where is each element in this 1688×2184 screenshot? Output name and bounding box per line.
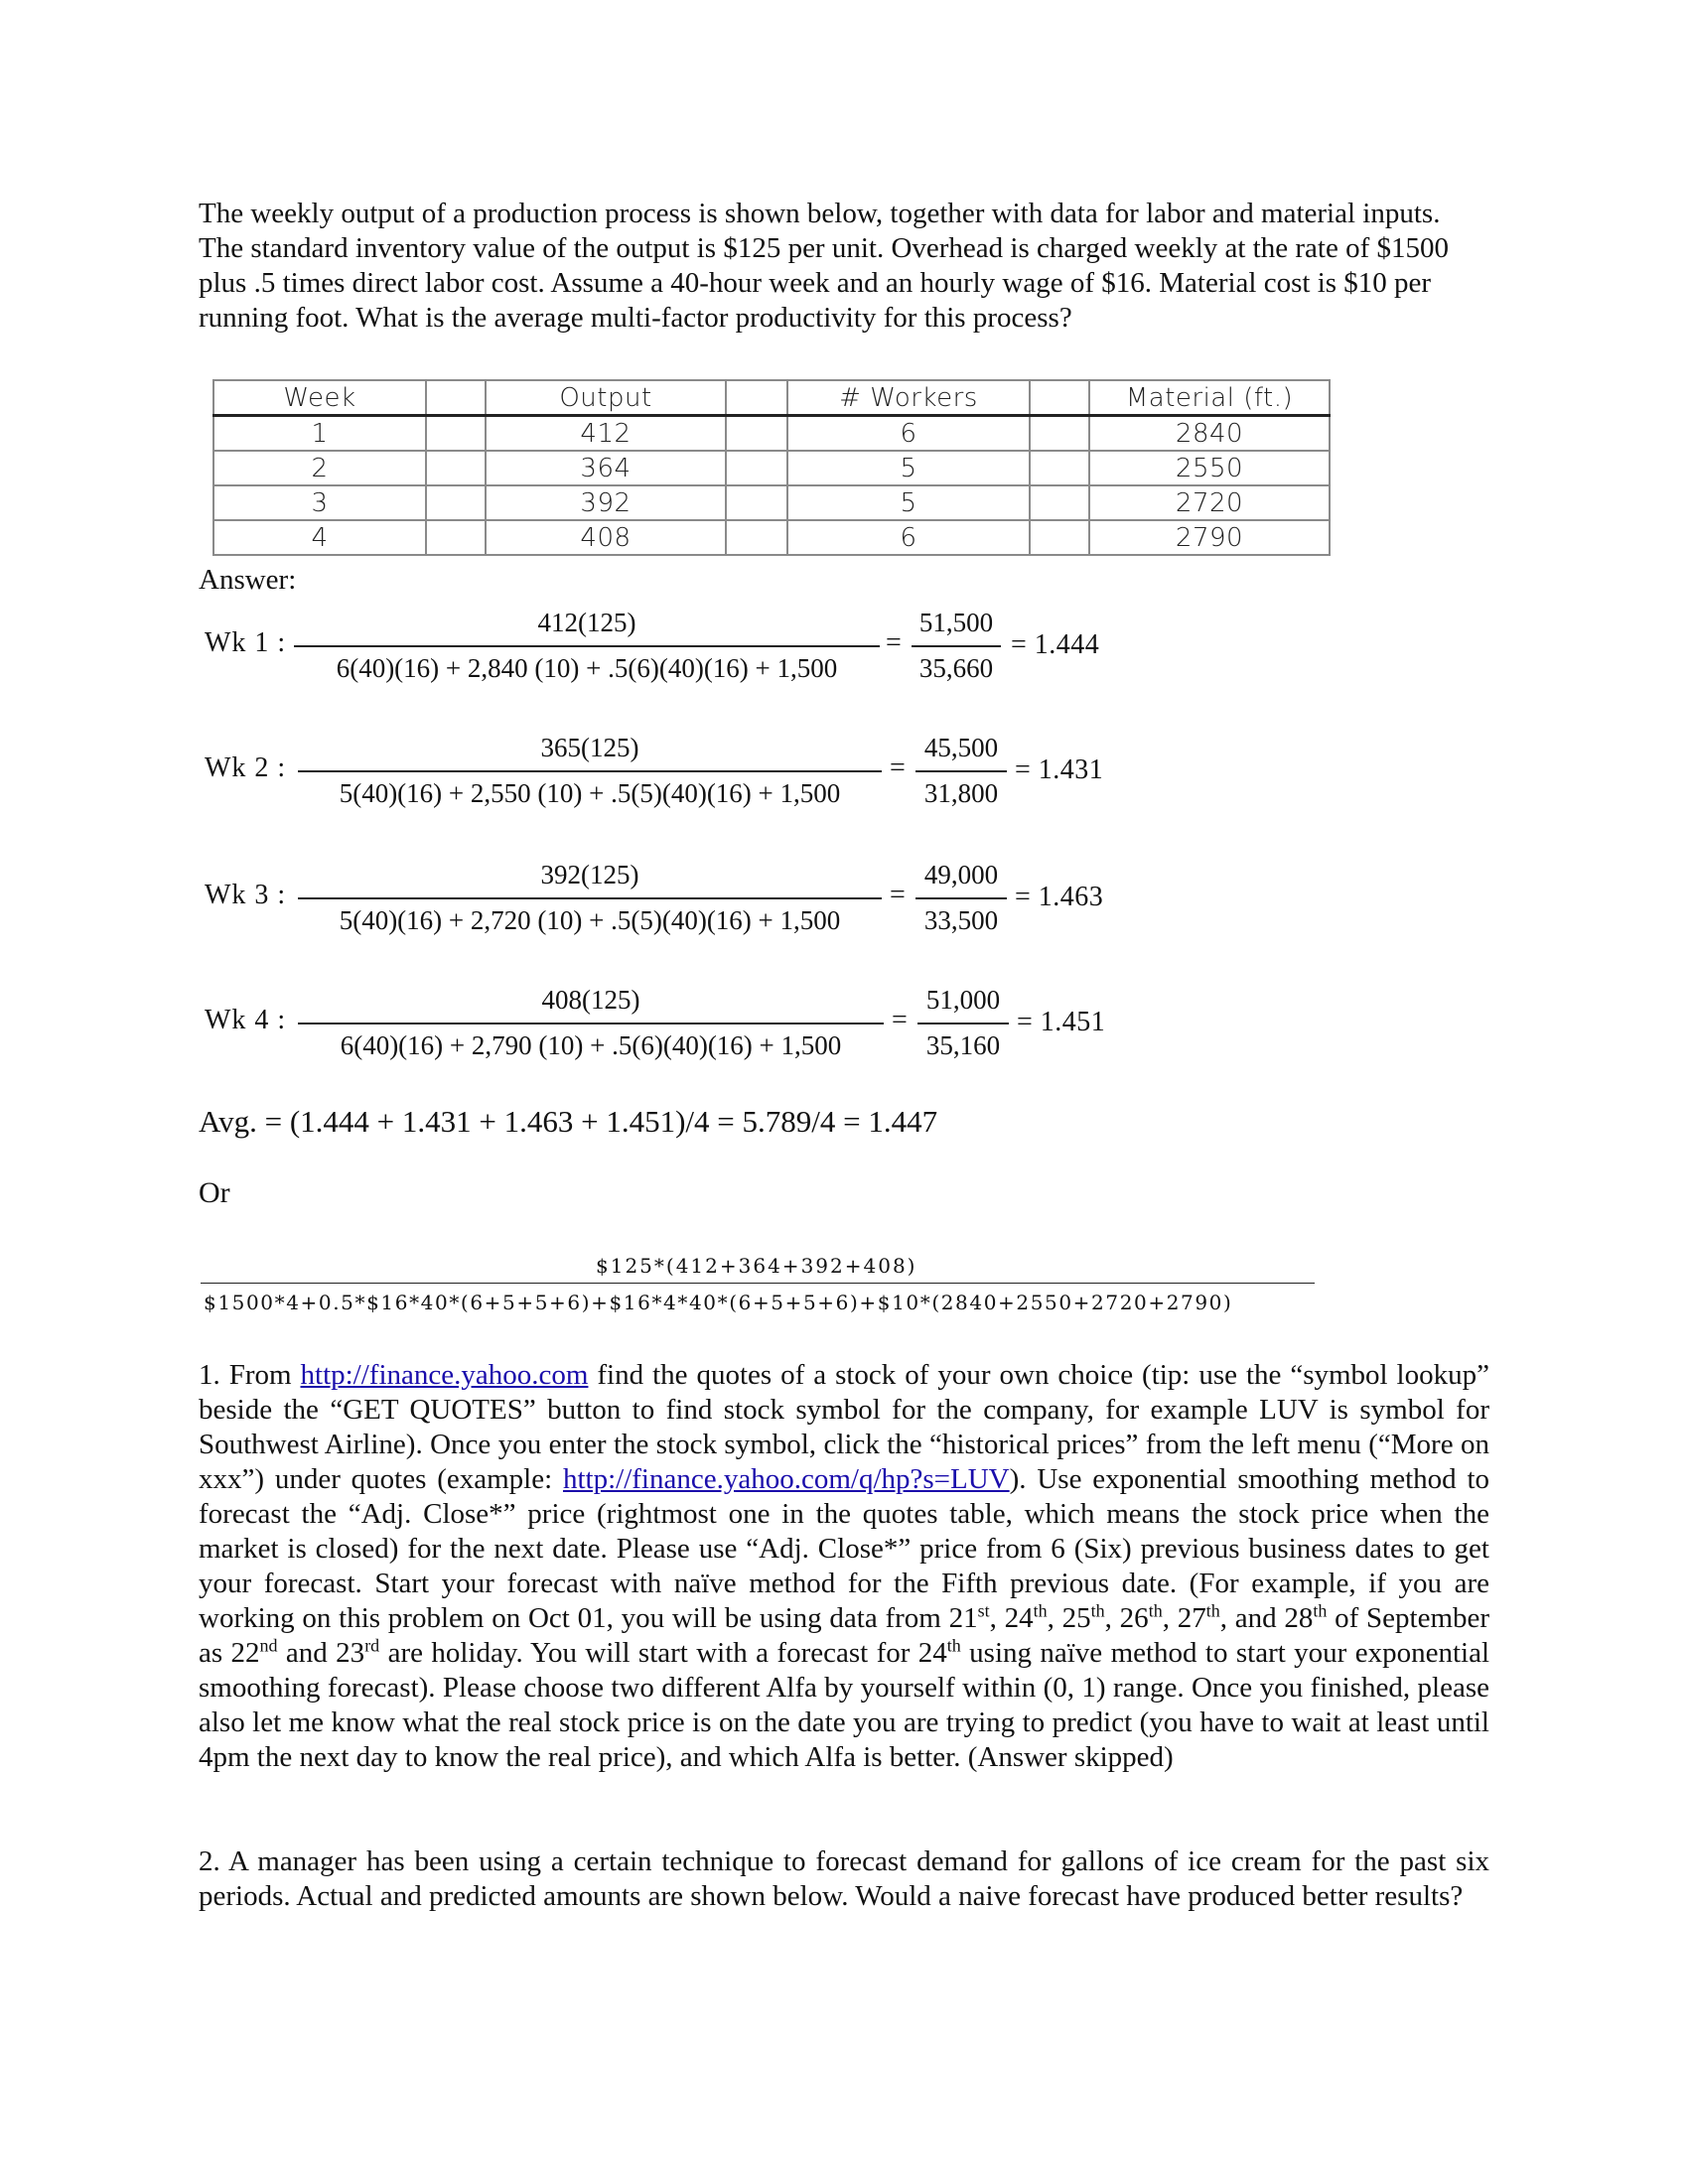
fraction-bar (912, 645, 1001, 647)
cell-output: 412 (486, 416, 726, 452)
fraction-denominator: 5(40)(16) + 2,550 (10) + .5(5)(40)(16) + 1,500 (339, 778, 841, 808)
production-data-table (212, 379, 1331, 556)
cell-material: 2550 (1089, 451, 1330, 485)
fraction-denominator: 6(40)(16) + 2,840 (10) + .5(6)(40)(16) + 1,500 (336, 653, 838, 683)
fraction-numerator: 392(125) (540, 860, 639, 889)
value-denominator: 31,800 (923, 778, 999, 808)
header-material: Material (ft.) (1089, 380, 1330, 416)
fraction-bar (294, 645, 880, 647)
cell-material: 2720 (1089, 485, 1330, 520)
table-header-row (213, 380, 1330, 416)
cell-week: 3 (213, 485, 426, 520)
table-row (213, 451, 1330, 485)
fraction-bar (298, 1023, 884, 1024)
header-output: Output (486, 380, 726, 416)
question-1: 1. From http://finance.yahoo.com find the quotes of a stock of your own choice (tip: use the “symbol lookup” beside the “GET QUOTES” button to find stock symbol for the company, for example LUV is symbol for Southwest Airline). Once you enter the stock symbol, click the “historical prices” from the left menu (“More on xxx”) under quotes (example: http://finance.yahoo.com/q/hp?s=LUV). Use exponential smoothing method to forecast the “Adj. Close*” price (rightmost one in the quotes table, which means the stock price when the market is closed) for the next date. Please use “Adj. Close*” price from 6 (Six) previous business dates to get your forecast. Start your forecast with naïve method for the Fifth previous date. (For example, if you are working on this problem on Oct 01, you will be using data from 21st, 24th, 25th, 26th, 27th, and 28th of September as 22nd and 23rd are holiday. You will start with a forecast for 24th using naïve method to start your exponential smoothing forecast). Please choose two different Alfa by yourself within (0, 1) range. Once you finished, please also let me know what the real stock price is on the date you are trying to predict (you have to wait at least until 4pm the next day to know the real price), and which Alfa is better. (Answer skipped) (199, 1359, 1490, 1773)
fraction-bar (915, 770, 1007, 772)
cell-week: 2 (213, 451, 426, 485)
cell-material: 2790 (1089, 520, 1330, 555)
cell-workers: 5 (787, 485, 1030, 520)
question-2: 2. A manager has been using a certain technique to forecast demand for gallons of ice cream for the past six periods. Actual and predicted amounts are shown below. Would a naive forecast have produced better results? (199, 1845, 1489, 1912)
alt-numerator: $125*(412+364+392+408) (596, 1254, 917, 1278)
value-numerator: 51,000 (925, 985, 1001, 1015)
fraction-numerator: 412(125) (537, 608, 636, 637)
value-numerator: 45,500 (923, 733, 999, 762)
productivity-result: = 1.444 (1011, 629, 1100, 660)
header-week: Week (213, 380, 426, 416)
or-label: Or (199, 1176, 230, 1209)
value-numerator: 49,000 (923, 860, 999, 889)
cell-workers: 5 (787, 451, 1030, 485)
value-denominator: 35,160 (925, 1030, 1001, 1060)
cell-output: 408 (486, 520, 726, 555)
productivity-result: = 1.451 (1017, 1007, 1106, 1037)
equals-sign: = (892, 1005, 908, 1035)
table-row (213, 485, 1330, 520)
cell-output: 364 (486, 451, 726, 485)
table-row (213, 520, 1330, 555)
fraction-bar (917, 1023, 1009, 1024)
spacer-cell (1030, 380, 1089, 416)
equals-sign: = (886, 627, 902, 658)
fraction-bar (915, 897, 1007, 899)
cell-output: 392 (486, 485, 726, 520)
fraction-bar (201, 1283, 1315, 1284)
fraction-denominator: 6(40)(16) + 2,790 (10) + .5(6)(40)(16) + 1,500 (340, 1030, 842, 1060)
week-label: Wk 3 : (205, 880, 287, 910)
equals-sign: = (890, 752, 906, 783)
spacer-cell (426, 380, 486, 416)
header-workers: # Workers (787, 380, 1030, 416)
alt-denominator: $1500*4+0.5*$16*40*(6+5+5+6)+$16*4*40*(6+5+5+6)+$10*(2840+2550+2720+2790) (204, 1291, 1233, 1314)
productivity-result: = 1.463 (1015, 882, 1104, 912)
equals-sign: = (890, 880, 906, 910)
answer-label: Answer: (199, 564, 297, 596)
week-label: Wk 1 : (205, 627, 287, 658)
cell-material: 2840 (1089, 416, 1330, 452)
fraction-numerator: 365(125) (540, 733, 639, 762)
problem-intro: The weekly output of a production process is shown below, together with data for labor and material inputs. The standard inventory value of the output is $125 per unit. Overhead is charged weekly at the rate of $1500 plus .5 times direct labor cost. Assume a 40-hour week and an hourly wage of $16. Material cost is $10 per running foot. What is the average multi-factor productivity for this process? (199, 198, 1449, 334)
cell-workers: 6 (787, 520, 1030, 555)
value-numerator: 51,500 (918, 608, 994, 637)
cell-workers: 6 (787, 416, 1030, 452)
week-label: Wk 4 : (205, 1005, 287, 1035)
fraction-denominator: 5(40)(16) + 2,720 (10) + .5(5)(40)(16) + 1,500 (339, 905, 841, 935)
fraction-numerator: 408(125) (541, 985, 640, 1015)
table-row (213, 416, 1330, 452)
value-denominator: 33,500 (923, 905, 999, 935)
cell-week: 1 (213, 416, 426, 452)
productivity-result: = 1.431 (1015, 754, 1104, 785)
luv-historical-prices-link[interactable]: http://finance.yahoo.com/q/hp?s=LUV (562, 1463, 1010, 1495)
value-denominator: 35,660 (918, 653, 994, 683)
yahoo-finance-link[interactable]: http://finance.yahoo.com (300, 1359, 589, 1391)
fraction-bar (298, 897, 882, 899)
spacer-cell (726, 380, 787, 416)
week-label: Wk 2 : (205, 752, 287, 783)
average-calculation: Avg. = (1.444 + 1.431 + 1.463 + 1.451)/4 = 5.789/4 = 1.447 (199, 1104, 938, 1139)
fraction-bar (298, 770, 882, 772)
cell-week: 4 (213, 520, 426, 555)
